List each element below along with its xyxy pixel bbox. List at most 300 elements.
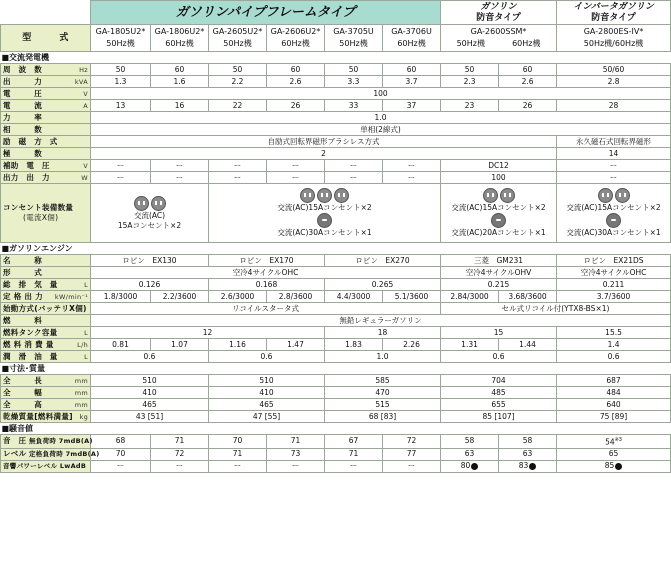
row-label: 力 率 — [1, 112, 91, 124]
outlet-icon — [500, 188, 515, 203]
value-cell: 465 — [91, 399, 209, 411]
row-label: 始動方式(バッテリX個) — [1, 303, 91, 315]
value-cell: 3.3 — [325, 76, 383, 88]
value-cell: 1.47 — [267, 339, 325, 351]
value-text: 83 — [518, 461, 529, 470]
row-frequency — [1, 64, 671, 76]
value-cell: 永久磁石式回転界磁形 — [557, 136, 671, 148]
value-cell: 100 — [441, 172, 557, 184]
value-cell: ー — [325, 460, 383, 472]
value-cell — [441, 460, 499, 472]
value-cell: ー — [325, 160, 383, 172]
mark-icon — [529, 463, 536, 470]
value-cell: 704 — [441, 375, 557, 387]
outlet-cell — [557, 184, 671, 243]
row-label: 相 数 — [1, 124, 91, 136]
label-text: 総 排 気 量 — [3, 279, 58, 289]
outlet-cell — [441, 184, 557, 243]
model-cell — [209, 25, 267, 52]
value-cell: 28 — [557, 100, 671, 112]
row-output — [1, 76, 671, 88]
label-text: レベル — [3, 449, 27, 458]
mark-icon — [471, 463, 478, 470]
value-cell: 15 — [441, 327, 557, 339]
outlet-icon — [334, 188, 349, 203]
unit-text: W — [81, 173, 88, 182]
value-cell: 687 — [557, 375, 671, 387]
value-cell: 640 — [557, 399, 671, 411]
value-cell: 510 — [209, 375, 325, 387]
row-label: 形 式 — [1, 267, 91, 279]
value-cell: 26 — [499, 100, 557, 112]
value-cell: 23 — [441, 100, 499, 112]
model-name: GA-1805U2* — [95, 27, 146, 36]
value-cell: 67 — [325, 435, 383, 449]
value-cell: 484 — [557, 387, 671, 399]
value-cell: ー — [325, 172, 383, 184]
unit-text: mm — [74, 400, 88, 409]
value-cell: 2.3 — [441, 76, 499, 88]
value-cell: セル式リコイル付(YTX8-BS×1) — [441, 303, 671, 315]
label-text: 定 格 出 力 — [3, 291, 43, 301]
value-cell: 1.31 — [441, 339, 499, 351]
row-mass — [1, 411, 671, 423]
row-rated-output — [1, 291, 671, 303]
value-cell: 3.7/3600 — [557, 291, 671, 303]
value-cell: ー — [209, 160, 267, 172]
model-freq: 50Hz機 — [456, 39, 485, 48]
value-cell: 100 — [91, 88, 671, 100]
value-cell: 655 — [441, 399, 557, 411]
value-cell: ー — [383, 460, 441, 472]
value-cell: 60 — [499, 64, 557, 76]
outlet-icon — [598, 188, 613, 203]
outlet-text: 交流(AC)20Aコンセント×1 — [451, 228, 546, 237]
model-cell-ssm — [441, 25, 557, 52]
value-cell: 0.6 — [209, 351, 325, 363]
model-freq: 50Hz機 — [223, 39, 252, 48]
value-text: 85 — [604, 461, 615, 470]
unit-text: mm — [74, 388, 88, 397]
value-cell: ー — [151, 172, 209, 184]
row-label — [1, 100, 91, 112]
row-displacement — [1, 279, 671, 291]
value-cell: ー — [267, 160, 325, 172]
model-freq: 60Hz機 — [165, 39, 194, 48]
model-freq: 50Hz機 — [106, 39, 135, 48]
value-cell: 410 — [91, 387, 209, 399]
value-cell: ー — [557, 172, 671, 184]
group2-line1: ガソリン — [480, 1, 517, 12]
row-poles — [1, 148, 671, 160]
row-aux-output — [1, 172, 671, 184]
unit-text: kVA — [74, 77, 88, 86]
value-cell: 485 — [441, 387, 557, 399]
label-text: 出力 出 力 — [3, 172, 50, 182]
value-cell: 0.6 — [557, 351, 671, 363]
unit-text: L — [84, 352, 88, 361]
outlet-cell — [209, 184, 441, 243]
row-label — [1, 160, 91, 172]
row-outlets — [1, 184, 671, 243]
value-cell: ー — [267, 172, 325, 184]
row-label — [1, 76, 91, 88]
model-freq: 50Hz機/60Hz機 — [583, 39, 644, 48]
value-cell: 0.168 — [209, 279, 325, 291]
value-cell: 71 — [267, 435, 325, 449]
outlet-text: 交流(AC)15Aコンセント×2 — [451, 203, 546, 212]
row-start-method — [1, 303, 671, 315]
value-cell — [499, 460, 557, 472]
value-cell: 26 — [267, 100, 325, 112]
row-label — [1, 399, 91, 411]
value-cell: 410 — [209, 387, 325, 399]
value-cell: 1.44 — [499, 339, 557, 351]
value-cell — [557, 435, 671, 449]
section-row — [1, 363, 671, 375]
label-text: (電流X個) — [23, 213, 59, 222]
value-cell: 1.3 — [91, 76, 151, 88]
row-label — [1, 411, 91, 423]
twist-lock-outlet-icon — [491, 213, 506, 228]
value-cell: 1.16 — [209, 339, 267, 351]
row-label — [1, 387, 91, 399]
model-freq: 60Hz機 — [281, 39, 310, 48]
value-cell: リコイルスタータ式 — [91, 303, 441, 315]
outlet-cell — [91, 184, 209, 243]
section-row — [1, 243, 671, 255]
row-label — [1, 351, 91, 363]
value-cell: 68 — [91, 435, 151, 449]
section-dimensions: ■寸法･質量 — [1, 363, 671, 375]
label-text: コンセント装備数量 — [3, 203, 74, 212]
label-text: 燃 料 消 費 量 — [3, 339, 54, 349]
header-corner — [1, 1, 91, 25]
row-tank — [1, 327, 671, 339]
model-cell — [267, 25, 325, 52]
label-text: 電 圧 — [3, 88, 42, 98]
value-cell: 77 — [383, 448, 441, 460]
value-cell: 空冷4サイクルOHV — [441, 267, 557, 279]
value-cell: 2.6 — [267, 76, 325, 88]
outlet-icon — [317, 188, 332, 203]
value-cell: 空冷4サイクルOHC — [91, 267, 441, 279]
row-label — [1, 88, 91, 100]
value-cell: 50 — [91, 64, 151, 76]
model-freq: 60Hz機 — [512, 39, 541, 48]
unit-text: V — [83, 161, 88, 170]
row-sound-power — [1, 460, 671, 472]
value-cell: 空冷4サイクルOHC — [557, 267, 671, 279]
outlet-icon — [134, 196, 149, 211]
footnote-mark: ※3 — [614, 437, 622, 443]
row-label — [1, 184, 91, 243]
model-name: GA-1806U2* — [154, 27, 205, 36]
value-cell: DC12 — [441, 160, 557, 172]
model-freq: 50Hz機 — [339, 39, 368, 48]
twist-lock-outlet-icon — [606, 213, 621, 228]
label-text: 音 圧 — [3, 436, 27, 446]
value-cell: ー — [151, 460, 209, 472]
value-cell: ロビン EX270 — [325, 255, 441, 267]
value-cell: 2 — [91, 148, 557, 160]
model-name: GA-2605U2* — [212, 27, 263, 36]
group-title-soundproof — [441, 1, 557, 25]
label-text: 乾燥質量[燃料満量] — [3, 411, 73, 421]
model-name: GA-2606U2* — [270, 27, 321, 36]
value-cell: ロビン EX130 — [91, 255, 209, 267]
row-engine-name — [1, 255, 671, 267]
value-cell: 18 — [325, 327, 441, 339]
model-name: GA-3706U — [391, 27, 432, 36]
row-oil — [1, 351, 671, 363]
value-text: 54 — [605, 437, 615, 447]
value-cell: 58 — [499, 435, 557, 449]
value-cell — [557, 460, 671, 472]
label-text: 全 幅 — [3, 387, 42, 397]
row-label — [1, 448, 100, 460]
label-text: 出 力 — [3, 76, 42, 86]
row-height — [1, 399, 671, 411]
row-label: 極 数 — [1, 148, 91, 160]
row-aux-voltage — [1, 160, 671, 172]
row-width — [1, 387, 671, 399]
group-title-inverter — [557, 1, 671, 25]
twist-lock-outlet-icon — [317, 213, 332, 228]
value-cell: ー — [267, 460, 325, 472]
value-cell: 71 — [325, 448, 383, 460]
row-label — [1, 279, 91, 291]
value-cell: 2.8 — [557, 76, 671, 88]
value-cell: 60 — [267, 64, 325, 76]
outlet-icon — [483, 188, 498, 203]
value-cell: 15.5 — [557, 327, 671, 339]
row-label: 燃 料 — [1, 315, 91, 327]
value-cell: 1.8/3000 — [91, 291, 151, 303]
value-cell: 0.81 — [91, 339, 151, 351]
group3-line2: 防音タイプ — [591, 12, 636, 23]
value-cell: 50 — [441, 64, 499, 76]
unit-text: kW/min⁻¹ — [54, 292, 88, 301]
unit-text: V — [83, 89, 88, 98]
unit-text: L — [84, 280, 88, 289]
value-cell: 50/60 — [557, 64, 671, 76]
value-cell: 2.2/3600 — [151, 291, 209, 303]
value-cell: 12 — [91, 327, 325, 339]
row-current — [1, 100, 671, 112]
value-cell: 2.26 — [383, 339, 441, 351]
value-cell: 1.07 — [151, 339, 209, 351]
value-cell: 0.265 — [325, 279, 441, 291]
value-cell: ー — [383, 160, 441, 172]
value-cell: 22 — [209, 100, 267, 112]
row-voltage — [1, 88, 671, 100]
outlet-text: 15Aコンセント×2 — [117, 220, 182, 230]
value-cell: 0.6 — [91, 351, 209, 363]
unit-text: A — [83, 101, 88, 110]
value-cell: 1.0 — [325, 351, 441, 363]
value-cell: ー — [383, 172, 441, 184]
value-cell: 0.211 — [557, 279, 671, 291]
row-label — [1, 64, 91, 76]
section-engine: ■ガソリンエンジン — [1, 243, 671, 255]
group3-line1: インバータガソリン — [573, 1, 654, 12]
value-cell: 515 — [325, 399, 441, 411]
value-cell: 75 [89] — [557, 411, 671, 423]
row-label: 音響パワーレベル LwAdB — [1, 460, 91, 472]
value-cell: 2.8/3600 — [267, 291, 325, 303]
value-cell: 4.4/3000 — [325, 291, 383, 303]
model-freq: 60Hz機 — [397, 39, 426, 48]
unit-text: L — [84, 328, 88, 337]
unit-text: Hz — [79, 65, 88, 74]
label-text: 燃料タンク容量 — [3, 327, 58, 337]
row-noise-noload — [1, 435, 671, 449]
value-cell: 2.6 — [499, 76, 557, 88]
value-cell: 71 — [151, 435, 209, 449]
value-cell: 71 — [209, 448, 267, 460]
value-cell: 72 — [383, 435, 441, 449]
model-cell-inverter — [557, 25, 671, 52]
label-text: 潤 滑 油 量 — [3, 351, 58, 361]
value-cell: 465 — [209, 399, 325, 411]
outlet-text: 交流(AC) — [133, 210, 166, 220]
value-cell: 73 — [267, 448, 325, 460]
value-cell: 470 — [325, 387, 441, 399]
section-row — [1, 423, 671, 435]
value-text: 80 — [460, 461, 471, 470]
value-cell: 1.0 — [91, 112, 671, 124]
value-cell: 33 — [325, 100, 383, 112]
value-cell: ー — [91, 160, 151, 172]
value-cell: ロビン EX21DS — [557, 255, 671, 267]
value-cell: 43 [51] — [91, 411, 209, 423]
model-cell — [91, 25, 151, 52]
label-text: 無負荷時 7mdB(A) — [29, 437, 93, 446]
model-cell — [383, 25, 441, 52]
value-cell: 85 [107] — [441, 411, 557, 423]
value-cell: 0.126 — [91, 279, 209, 291]
outlet-text: 交流(AC)15Aコンセント×2 — [566, 203, 661, 212]
value-cell: 2.84/3000 — [441, 291, 499, 303]
row-label: 励 磁 方 式 — [1, 136, 91, 148]
value-cell: 63 — [441, 448, 499, 460]
value-cell: ロビン EX170 — [209, 255, 325, 267]
value-cell: 2.6/3000 — [209, 291, 267, 303]
value-cell: 3.68/3600 — [499, 291, 557, 303]
row-engine-type — [1, 267, 671, 279]
outlet-text: 交流(AC)15Aコンセント×2 — [277, 203, 372, 212]
value-cell: 60 — [383, 64, 441, 76]
header-row-models — [1, 25, 671, 52]
model-cell — [151, 25, 209, 52]
value-cell: 50 — [325, 64, 383, 76]
row-noise-rated — [1, 448, 671, 460]
section-ac-generator: ■交流発電機 — [1, 52, 671, 64]
model-name: GA-2600SSM* — [470, 27, 527, 36]
value-cell: 585 — [325, 375, 441, 387]
value-cell: 14 — [557, 148, 671, 160]
row-label — [1, 339, 91, 351]
value-cell: 68 [83] — [325, 411, 441, 423]
value-cell: 1.4 — [557, 339, 671, 351]
row-label — [1, 291, 91, 303]
row-label — [1, 375, 91, 387]
value-cell: 65 — [557, 448, 671, 460]
unit-text: L/h — [77, 340, 88, 349]
model-name: GA-3705U — [333, 27, 374, 36]
row-label: 名 称 — [1, 255, 91, 267]
row-label — [1, 327, 91, 339]
row-label — [1, 172, 91, 184]
unit-text: kg — [79, 412, 88, 421]
value-cell: 510 — [91, 375, 209, 387]
row-consumption — [1, 339, 671, 351]
value-cell: ー — [209, 460, 267, 472]
value-cell: 37 — [383, 100, 441, 112]
value-cell: 1.83 — [325, 339, 383, 351]
value-cell: 70 — [91, 448, 151, 460]
value-cell: 47 [55] — [209, 411, 325, 423]
value-cell: 3.7 — [383, 76, 441, 88]
mark-icon — [615, 463, 622, 470]
row-excitation — [1, 136, 671, 148]
outlet-icon — [300, 188, 315, 203]
section-row — [1, 52, 671, 64]
value-cell: 無鉛レギュラーガソリン — [91, 315, 671, 327]
header-row-titles — [1, 1, 671, 25]
value-cell: 0.215 — [441, 279, 557, 291]
value-cell: 三菱 GM231 — [441, 255, 557, 267]
value-cell: 5.1/3600 — [383, 291, 441, 303]
row-label — [1, 435, 91, 449]
label-text: 周 波 数 — [3, 64, 42, 74]
label-text: 定格負荷時 7mdB(A) — [29, 450, 100, 458]
row-phase — [1, 124, 671, 136]
value-cell: 2.2 — [209, 76, 267, 88]
value-cell: 70 — [209, 435, 267, 449]
value-cell: 63 — [499, 448, 557, 460]
row-length — [1, 375, 671, 387]
section-noise: ■騒音値 — [1, 423, 671, 435]
row-power-factor — [1, 112, 671, 124]
value-cell: 単相(2線式) — [91, 124, 671, 136]
label-text: 全 長 — [3, 375, 42, 385]
value-cell: ー — [557, 160, 671, 172]
value-cell: 72 — [151, 448, 209, 460]
value-cell: ー — [91, 172, 151, 184]
model-cell — [325, 25, 383, 52]
model-label: 型 式 — [1, 25, 91, 52]
value-cell: 60 — [151, 64, 209, 76]
outlet-icon — [151, 196, 166, 211]
outlet-icon — [615, 188, 630, 203]
value-cell: 0.6 — [441, 351, 557, 363]
value-cell: ー — [91, 460, 151, 472]
value-cell: 50 — [209, 64, 267, 76]
label-text: 全 高 — [3, 399, 42, 409]
model-name: GA-2800ES-IV* — [583, 27, 644, 36]
unit-text: mm — [74, 376, 88, 385]
value-cell: 自励式回転界磁形ブラシレス方式 — [91, 136, 557, 148]
value-cell: 1.6 — [151, 76, 209, 88]
outlet-text: 交流(AC)30Aコンセント×1 — [566, 228, 661, 237]
row-fuel — [1, 315, 671, 327]
label-text: 補助 電 圧 — [3, 160, 50, 170]
value-cell: ー — [151, 160, 209, 172]
group-title-pipe-frame: ガソリンパイプフレームタイプ — [91, 1, 441, 25]
value-cell: ー — [209, 172, 267, 184]
